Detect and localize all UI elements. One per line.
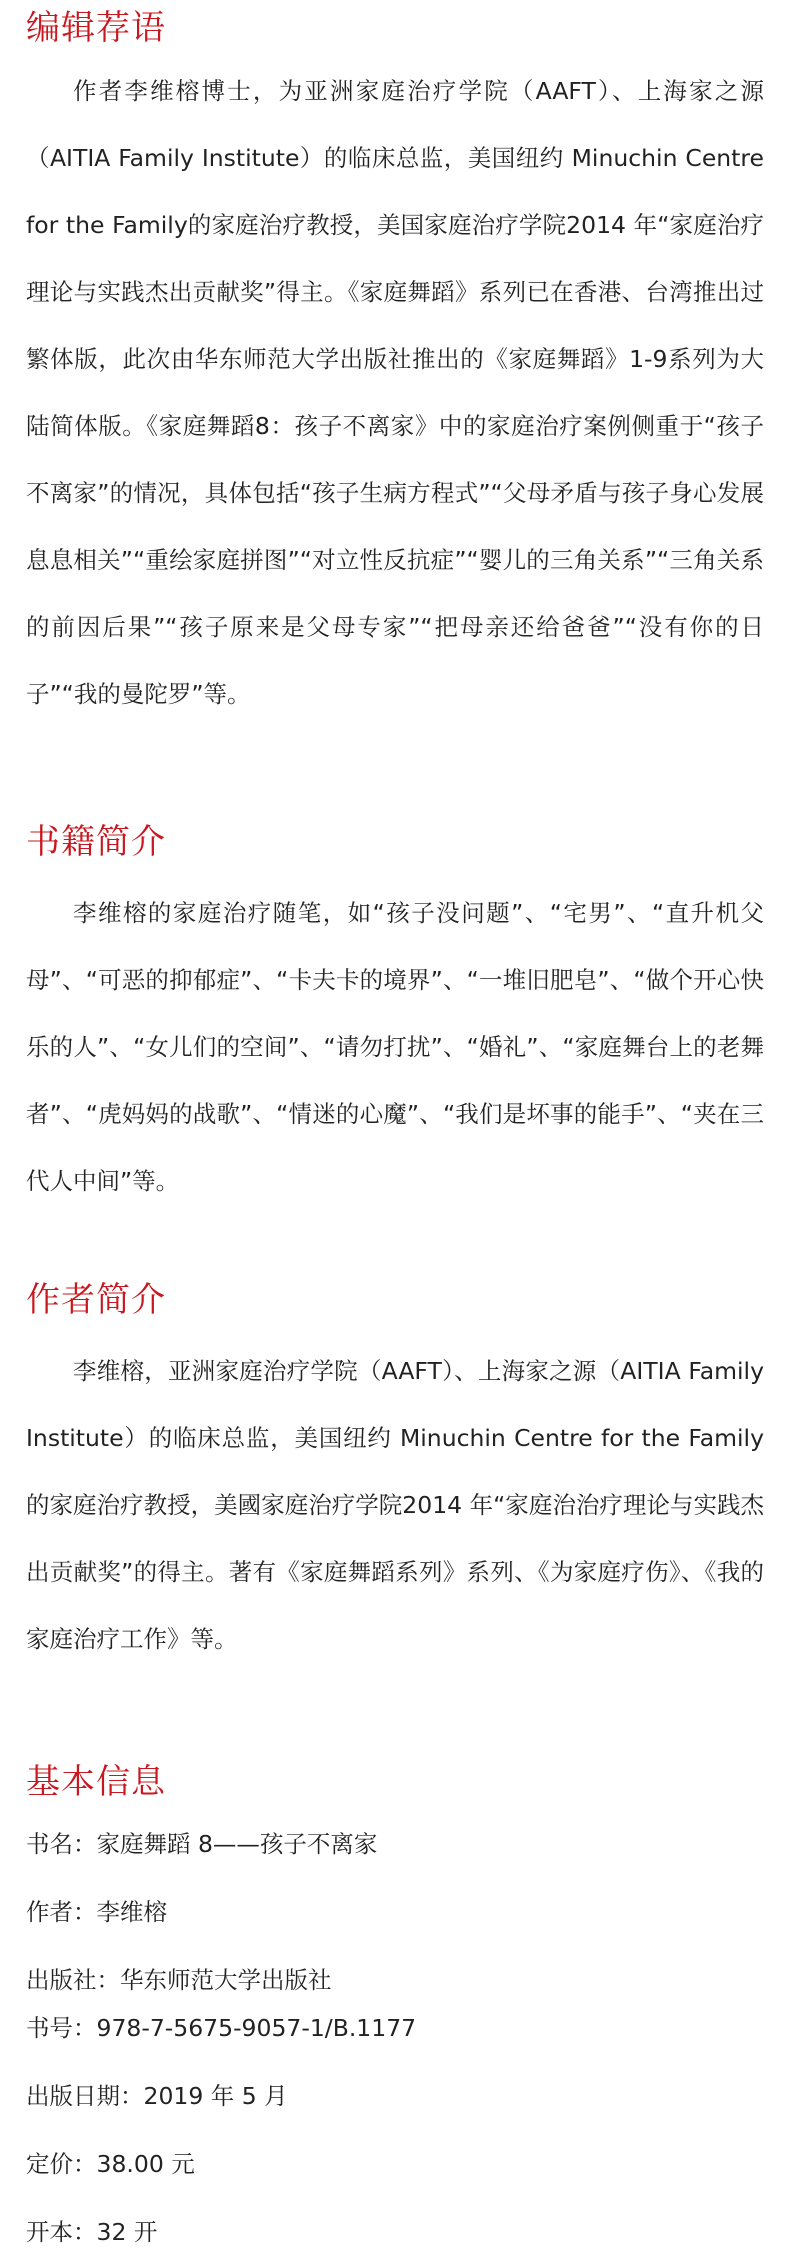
info-label: 书号： [26,2014,97,2042]
info-isbn [26,2012,416,2044]
info-value: 华东师范大学出版社 [120,1966,332,1994]
info-price [26,2148,195,2180]
info-value: 978-7-5675-9057-1/B.1177 [96,2014,417,2042]
book-intro-heading: 书籍简介 [26,822,166,862]
info-label: 开本： [26,2218,97,2246]
info-value: 李维榕 [96,1898,167,1926]
author-intro-text: 李维榕，亚洲家庭治疗学院（AAFT）、上海家之源（AITIA Family Institute）的临床总监，美国纽约 Minuchin Centre for the Family的家庭治疗教授，美國家庭治疗学院2014 年“家庭治治疗理论与实践杰出贡献奖”的得主。著有《家庭舞蹈系列》系列、《为家庭疗伤》、《我的家庭治疗工作》等。 [26,1357,764,1653]
info-publish-date [26,2080,288,2112]
author-intro-heading: 作者简介 [26,1280,166,1320]
editor-recommendation-text: 作者李维榕博士，为亚洲家庭治疗学院（AAFT）、上海家之源（AITIA Family Institute）的临床总监，美国纽约 Minuchin Centre for the Family的家庭治疗教授，美国家庭治疗学院2014 年“家庭治疗理论与实践杰出贡献奖”得主。《家庭舞蹈》系列已在香港、台湾推出过繁体版，此次由华东师范大学出版社推出的《家庭舞蹈》1-9系列为大陆简体版。《家庭舞蹈8：孩子不离家》中的家庭治疗案例侧重于“孩子不离家”的情况，具体包括“孩子生病方程式”“父母矛盾与孩子身心发展息息相关”“重绘家庭拼图”“对立性反抗症”“婴儿的三角关系”“三角关系的前因后果”“孩子原来是父母专家”“把母亲还给爸爸”“没有你的日子”“我的曼陀罗”等。 [26,77,764,708]
info-value: 2019 年 5 月 [143,2082,288,2110]
editor-recommendation-heading: 编辑荐语 [26,8,166,48]
info-book-name [26,1828,377,1860]
info-format [26,2216,157,2248]
info-label: 定价： [26,2150,97,2178]
info-label: 出版日期： [26,2082,144,2110]
info-label: 书名： [26,1830,97,1858]
info-value: 家庭舞蹈 8——孩子不离家 [96,1830,378,1858]
info-value: 32 开 [96,2218,158,2246]
info-label: 出版社： [26,1966,120,1994]
basic-info-heading: 基本信息 [26,1762,166,1802]
info-publisher [26,1964,332,1996]
info-label: 作者： [26,1898,97,1926]
book-intro-text: 李维榕的家庭治疗随笔，如“孩子没问题”、“宅男”、“直升机父母”、“可恶的抑郁症”、“卡夫卡的境界”、“一堆旧肥皂”、“做个开心快乐的人”、“女儿们的空间”、“请勿打扰”、“婚礼”、“家庭舞台上的老舞者”、“虎妈妈的战歌”、“情迷的心魔”、“我们是坏事的能手”、“夹在三代人中间”等。 [26,899,764,1195]
info-author [26,1896,167,1928]
info-value: 38.00 元 [96,2150,195,2178]
